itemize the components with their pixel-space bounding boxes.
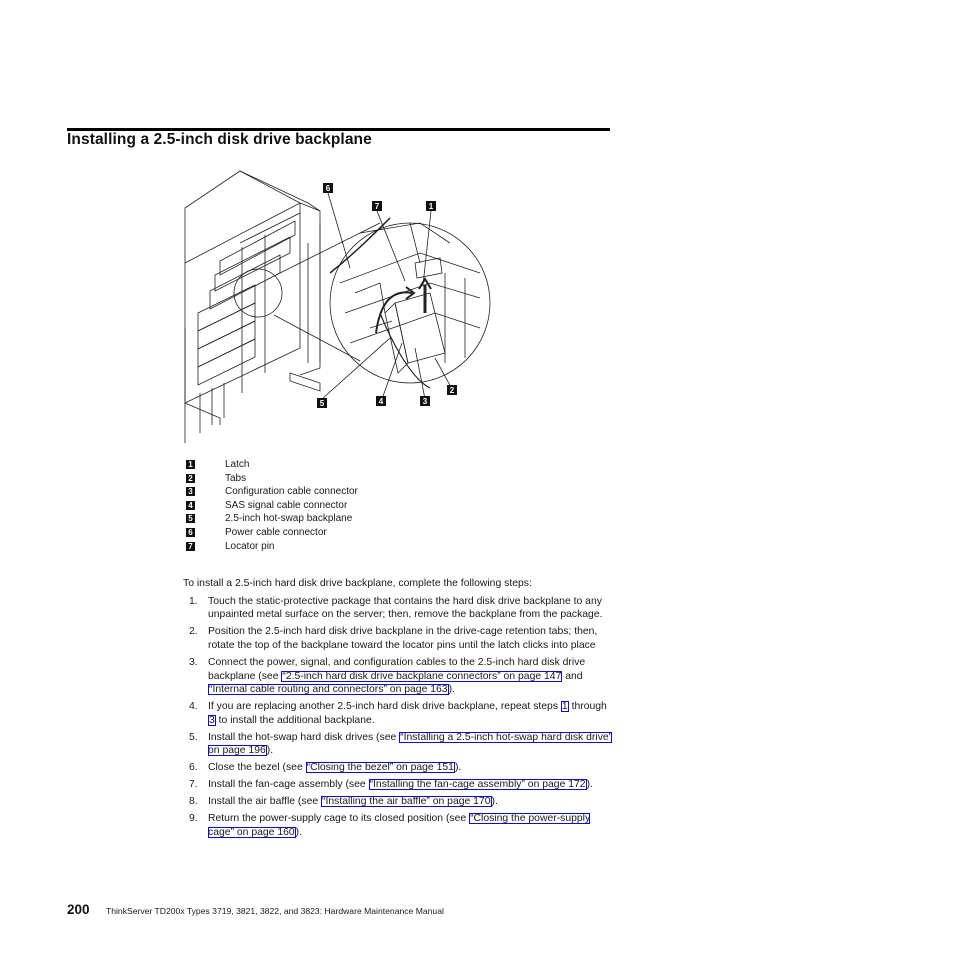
- step-text: through: [568, 701, 607, 713]
- step-number: 9.: [189, 813, 198, 825]
- legend-callout-number: 3: [186, 487, 195, 496]
- callout-1: 1: [428, 202, 434, 211]
- section-title: Installing a 2.5-inch disk drive backplane: [67, 131, 372, 148]
- step-text: Touch the static-protective package that contains the hard disk drive backplane to any unpainted metal surface on the server; then, remove the backplane from the package.: [208, 595, 603, 621]
- step-text: Install the hot-swap hard disk drives (see: [208, 731, 400, 743]
- procedure-step: [183, 731, 613, 758]
- link-step-1[interactable]: 1: [561, 701, 568, 713]
- legend-callout-number: 2: [186, 474, 195, 483]
- step-text: Connect the power, signal, and configuration cables to the 2.5-inch hard disk drive backplane (see: [208, 656, 586, 682]
- step-text: Position the 2.5-inch hard disk drive backplane in the drive-cage retention tabs; then, rotate the top of the backplane toward the locator pins until the latch clicks into place: [208, 626, 598, 651]
- legend-label: Latch: [225, 459, 250, 470]
- step-text: ).: [586, 779, 593, 791]
- server-chassis-illustration: [180, 163, 500, 448]
- procedure-step: [183, 625, 613, 652]
- legend-callout-number: 5: [186, 514, 195, 523]
- step-text: ).: [448, 684, 455, 696]
- link-internal-cable-routing[interactable]: “Internal cable routing and connectors” on page 163: [209, 684, 448, 696]
- step-number: 5.: [189, 731, 198, 743]
- step-text: ).: [454, 762, 462, 774]
- step-text: ).: [295, 826, 303, 838]
- link-installing-hot-swap-drive[interactable]: “Installing a 2.5-inch hot-swap hard disk drive” on page 196: [208, 731, 613, 757]
- callout-5: 5: [319, 399, 325, 408]
- procedure-step: [183, 761, 613, 775]
- link-closing-bezel[interactable]: “Closing the bezel” on page 151: [306, 762, 454, 774]
- step-text: to install the additional backplane.: [215, 714, 375, 726]
- procedure-steps: [183, 595, 613, 840]
- link-backplane-connectors[interactable]: “2.5-inch hard disk drive backplane connectors” on page 147: [282, 670, 562, 682]
- callout-4: 4: [378, 397, 384, 406]
- procedure-step: [183, 700, 613, 727]
- legend-label: Power cable connector: [225, 526, 327, 538]
- legend-label: Configuration cable connector: [225, 486, 358, 498]
- link-closing-power-supply-cage[interactable]: “Closing the power-supply cage” on page 160: [208, 813, 591, 838]
- callout-3: 3: [422, 397, 428, 406]
- link-installing-fan-cage[interactable]: “Installing the fan-cage assembly” on page 172: [369, 779, 586, 791]
- step-text: Install the fan-cage assembly (see: [208, 779, 369, 791]
- legend-label: SAS signal cable connector: [225, 499, 348, 511]
- step-number: 2.: [189, 626, 198, 638]
- procedure-step: [183, 595, 613, 622]
- step-number: 6.: [189, 762, 198, 774]
- procedure-step: [183, 795, 613, 809]
- callout-2: 2: [449, 386, 455, 395]
- callout-6: 6: [325, 184, 331, 193]
- procedure-body: [183, 577, 613, 843]
- callout-tags: [317, 183, 457, 408]
- step-number: 4.: [189, 701, 198, 713]
- step-text: Install the air baffle (see: [208, 796, 322, 808]
- manual-title: ThinkServer TD200x Types 3719, 3821, 3822, and 3823: Hardware Maintenance Manual: [105, 906, 444, 916]
- step-number: 8.: [189, 796, 198, 808]
- legend-callout-number: 4: [186, 501, 195, 510]
- page-number: 200: [67, 902, 90, 917]
- step-text: ).: [491, 796, 498, 808]
- legend-label: 2.5-inch hot-swap backplane: [225, 513, 353, 525]
- step-text: and: [562, 670, 583, 682]
- legend-label: Locator pin: [225, 540, 275, 552]
- callout-7: 7: [374, 202, 380, 211]
- page-footer: [67, 901, 444, 919]
- legend-callout-number: 7: [186, 542, 195, 551]
- legend-callout-number: 6: [186, 528, 195, 537]
- legend-callout-number: 1: [186, 460, 195, 469]
- procedure-intro: To install a 2.5-inch hard disk drive backplane, complete the following steps:: [183, 578, 532, 589]
- step-number: 7.: [189, 779, 198, 791]
- step-number: 3.: [189, 656, 198, 668]
- link-step-3[interactable]: 3: [209, 714, 215, 726]
- step-text: Close the bezel (see: [208, 762, 306, 774]
- step-text: ).: [266, 745, 274, 757]
- step-number: 1.: [189, 595, 198, 607]
- procedure-step: [183, 812, 613, 839]
- backplane-installation-figure: [180, 163, 500, 448]
- procedure-step: [183, 778, 613, 792]
- legend-label: Tabs: [225, 472, 247, 484]
- step-text: Return the power-supply cage to its closed position (see: [208, 813, 470, 825]
- link-installing-air-baffle[interactable]: “Installing the air baffle” on page 170: [322, 796, 491, 808]
- step-text: If you are replacing another 2.5-inch hard disk drive backplane, repeat steps: [208, 701, 561, 713]
- procedure-step: [183, 656, 613, 697]
